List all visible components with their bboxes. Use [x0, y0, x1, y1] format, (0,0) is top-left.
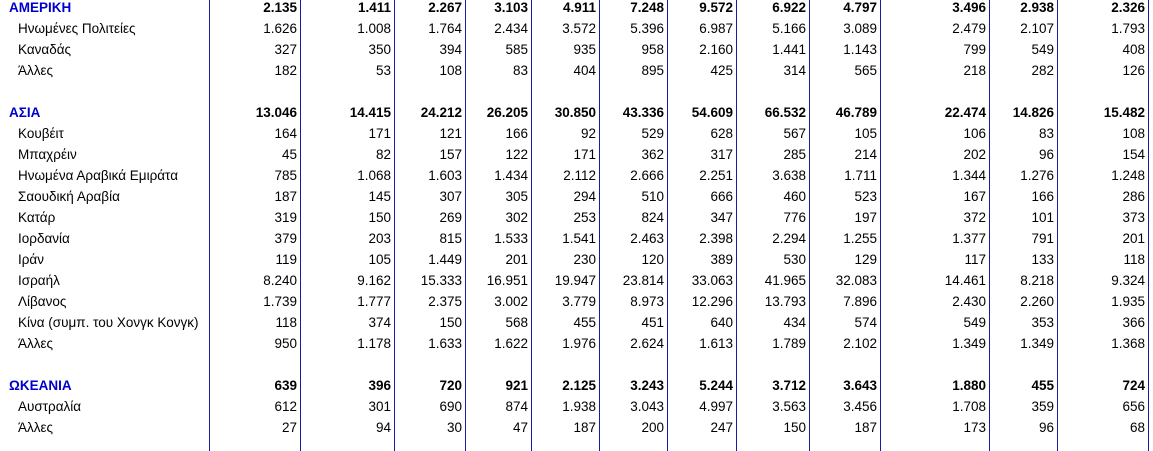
value-cell: 187: [274, 189, 297, 204]
value-cell: 105: [854, 126, 877, 141]
value-cell: 510: [641, 189, 664, 204]
value-cell: 1.603: [428, 168, 462, 183]
region-total-row: [0, 102, 1153, 123]
value-cell: 171: [573, 147, 596, 162]
country-label: Άλλες: [18, 336, 54, 351]
country-label: Ιορδανία: [18, 231, 70, 246]
country-label: Λίβανος: [18, 294, 67, 309]
value-cell: 203: [368, 231, 391, 246]
value-cell: 301: [368, 399, 391, 414]
region-total-cell: 2.326: [1111, 0, 1145, 15]
value-cell: 8.240: [263, 273, 297, 288]
value-cell: 133: [1031, 252, 1054, 267]
value-cell: 2.251: [699, 168, 733, 183]
region-total-cell: 26.205: [486, 105, 528, 120]
value-cell: 92: [580, 126, 596, 141]
value-cell: 3.638: [772, 168, 806, 183]
value-cell: 4.997: [699, 399, 733, 414]
value-cell: 118: [1123, 252, 1145, 267]
value-cell: 379: [274, 231, 297, 246]
value-cell: 408: [1122, 42, 1145, 57]
region-total-cell: 396: [368, 378, 391, 393]
value-cell: 1.533: [494, 231, 528, 246]
value-cell: 1.068: [357, 168, 391, 183]
value-cell: 1.764: [428, 21, 462, 36]
value-cell: 96: [1038, 420, 1054, 435]
value-cell: 14.461: [944, 273, 986, 288]
value-cell: 327: [274, 42, 297, 57]
value-cell: 2.112: [563, 168, 596, 183]
value-cell: 350: [368, 42, 391, 57]
table-row: [0, 249, 1153, 270]
value-cell: 27: [281, 420, 297, 435]
value-cell: 187: [573, 420, 596, 435]
value-cell: 567: [783, 126, 806, 141]
value-cell: 197: [854, 210, 877, 225]
value-cell: 166: [505, 126, 528, 141]
value-cell: 347: [710, 210, 733, 225]
value-cell: 1.368: [1111, 336, 1145, 351]
value-cell: 1.143: [843, 42, 877, 57]
value-cell: 791: [1031, 231, 1054, 246]
value-cell: 9.324: [1111, 273, 1145, 288]
value-cell: 950: [274, 336, 297, 351]
value-cell: 2.160: [699, 42, 733, 57]
value-cell: 247: [710, 420, 733, 435]
value-cell: 129: [854, 252, 877, 267]
value-cell: 108: [1122, 126, 1145, 141]
region-total-cell: 66.532: [764, 105, 806, 120]
table-row: [0, 228, 1153, 249]
region-total-cell: 5.244: [699, 378, 733, 393]
value-cell: 2.260: [1020, 294, 1054, 309]
table-row: [0, 165, 1153, 186]
value-cell: 1.349: [952, 336, 986, 351]
value-cell: 286: [1122, 189, 1145, 204]
value-cell: 47: [512, 420, 528, 435]
value-cell: 119: [275, 252, 297, 267]
value-cell: 154: [1122, 147, 1145, 162]
table-row: [0, 18, 1153, 39]
value-cell: 282: [1031, 63, 1054, 78]
value-cell: 1.976: [562, 336, 596, 351]
value-cell: 2.479: [952, 21, 986, 36]
value-cell: 150: [783, 420, 806, 435]
value-cell: 214: [854, 147, 877, 162]
region-total-cell: 9.572: [699, 0, 733, 15]
value-cell: 294: [573, 189, 596, 204]
value-cell: 374: [368, 315, 391, 330]
table-row: [0, 207, 1153, 228]
value-cell: 958: [641, 42, 664, 57]
value-cell: 7.896: [843, 294, 877, 309]
value-cell: 451: [641, 315, 664, 330]
value-cell: 362: [641, 147, 664, 162]
country-label: Σαουδική Αραβία: [18, 189, 120, 204]
value-cell: 83: [1038, 126, 1054, 141]
region-total-cell: 13.046: [255, 105, 297, 120]
value-cell: 302: [505, 210, 528, 225]
value-cell: 1.178: [357, 336, 391, 351]
region-total-cell: 724: [1122, 378, 1145, 393]
value-cell: 1.793: [1111, 21, 1145, 36]
value-cell: 359: [1031, 399, 1054, 414]
value-cell: 1.377: [952, 231, 986, 246]
value-cell: 1.434: [494, 168, 528, 183]
region-total-cell: 14.826: [1012, 105, 1054, 120]
value-cell: 202: [963, 147, 986, 162]
value-cell: 230: [573, 252, 596, 267]
value-cell: 45: [281, 147, 297, 162]
value-cell: 41.965: [764, 273, 806, 288]
value-cell: 94: [375, 420, 391, 435]
value-cell: 1.541: [562, 231, 596, 246]
value-cell: 117: [964, 252, 986, 267]
value-cell: 2.463: [630, 231, 664, 246]
country-label: Κουβέιτ: [18, 126, 64, 141]
value-cell: 126: [1122, 63, 1145, 78]
value-cell: 874: [505, 399, 528, 414]
region-total-row: [0, 375, 1153, 396]
region-total-cell: 2.938: [1020, 0, 1054, 15]
value-cell: 19.947: [554, 273, 596, 288]
value-cell: 434: [783, 315, 806, 330]
value-cell: 1.613: [699, 336, 733, 351]
value-cell: 640: [710, 315, 733, 330]
value-cell: 799: [963, 42, 986, 57]
value-cell: 425: [710, 63, 733, 78]
value-cell: 3.563: [772, 399, 806, 414]
value-cell: 68: [1129, 420, 1145, 435]
value-cell: 574: [854, 315, 877, 330]
value-cell: 2.666: [630, 168, 664, 183]
value-cell: 30: [446, 420, 462, 435]
region-total-cell: 14.415: [349, 105, 391, 120]
value-cell: 314: [783, 63, 806, 78]
region-total-cell: 4.797: [843, 0, 877, 15]
region-total-cell: 15.482: [1103, 105, 1145, 120]
value-cell: 530: [783, 252, 806, 267]
region-total-cell: 3.243: [630, 378, 664, 393]
country-label: Άλλες: [18, 420, 54, 435]
value-cell: 460: [783, 189, 806, 204]
value-cell: 171: [368, 126, 391, 141]
value-cell: 317: [710, 147, 733, 162]
value-cell: 166: [1031, 189, 1054, 204]
value-cell: 1.777: [357, 294, 391, 309]
table-row: [0, 396, 1153, 417]
value-cell: 1.739: [263, 294, 297, 309]
value-cell: 8.218: [1020, 273, 1054, 288]
region-total-cell: 46.789: [835, 105, 877, 120]
country-label: Αυστραλία: [18, 399, 82, 414]
value-cell: 2.107: [1020, 21, 1054, 36]
value-cell: 269: [439, 210, 462, 225]
value-cell: 1.935: [1111, 294, 1145, 309]
value-cell: 187: [854, 420, 877, 435]
value-cell: 285: [783, 147, 806, 162]
value-cell: 549: [1031, 42, 1054, 57]
value-cell: 307: [439, 189, 462, 204]
country-label: Ηνωμένες Πολιτείες: [18, 21, 136, 36]
value-cell: 2.398: [699, 231, 733, 246]
country-label: Μπαχρέιν: [18, 147, 77, 162]
value-cell: 82: [375, 147, 391, 162]
value-cell: 6.987: [699, 21, 733, 36]
table-row: [0, 186, 1153, 207]
value-cell: 1.626: [263, 21, 297, 36]
region-total-cell: 6.922: [772, 0, 806, 15]
value-cell: 549: [963, 315, 986, 330]
region-total-cell: 1.880: [952, 378, 986, 393]
value-cell: 3.572: [562, 21, 596, 36]
region-total-cell: 1.411: [357, 0, 391, 15]
value-cell: 3.002: [494, 294, 528, 309]
region-total-cell: 22.474: [944, 105, 986, 120]
value-cell: 15.333: [420, 273, 462, 288]
value-cell: 2.102: [843, 336, 877, 351]
value-cell: 13.793: [764, 294, 806, 309]
value-cell: 666: [710, 189, 733, 204]
value-cell: 389: [710, 252, 733, 267]
value-cell: 23.814: [622, 273, 664, 288]
value-cell: 121: [439, 126, 462, 141]
region-label: ΩΚΕΑΝΙΑ: [9, 378, 72, 393]
country-label: Ισραήλ: [18, 273, 60, 288]
table-row: [0, 39, 1153, 60]
value-cell: 201: [1122, 231, 1145, 246]
table-row: [0, 123, 1153, 144]
value-cell: 529: [641, 126, 664, 141]
value-cell: 2.434: [494, 21, 528, 36]
value-cell: 32.083: [835, 273, 877, 288]
region-total-row: [0, 0, 1153, 18]
value-cell: 1.248: [1111, 168, 1145, 183]
region-total-cell: 2.267: [428, 0, 462, 15]
value-cell: 253: [573, 210, 596, 225]
value-cell: 157: [439, 147, 462, 162]
country-label: Άλλες: [18, 63, 54, 78]
table-row: [0, 312, 1153, 333]
value-cell: 935: [573, 42, 596, 57]
region-total-cell: 7.248: [630, 0, 664, 15]
value-cell: 1.789: [772, 336, 806, 351]
region-total-cell: 639: [274, 378, 297, 393]
value-cell: 96: [1038, 147, 1054, 162]
value-cell: 628: [710, 126, 733, 141]
region-total-cell: 54.609: [691, 105, 733, 120]
region-total-cell: 30.850: [554, 105, 596, 120]
table-row: [0, 60, 1153, 81]
value-cell: 182: [274, 63, 297, 78]
value-cell: 565: [854, 63, 877, 78]
value-cell: 1.276: [1020, 168, 1054, 183]
value-cell: 690: [439, 399, 462, 414]
value-cell: 824: [641, 210, 664, 225]
value-cell: 150: [439, 315, 462, 330]
value-cell: 776: [783, 210, 806, 225]
table-row: [0, 333, 1153, 354]
value-cell: 5.396: [630, 21, 664, 36]
value-cell: 83: [512, 63, 528, 78]
value-cell: 2.430: [952, 294, 986, 309]
region-total-cell: 2.135: [263, 0, 297, 15]
value-cell: 9.162: [357, 273, 391, 288]
value-cell: 2.375: [428, 294, 462, 309]
value-cell: 53: [375, 63, 391, 78]
value-cell: 1.008: [357, 21, 391, 36]
country-label: Ιράν: [18, 252, 44, 267]
value-cell: 16.951: [486, 273, 528, 288]
value-cell: 455: [573, 315, 596, 330]
value-cell: 164: [274, 126, 297, 141]
value-cell: 120: [641, 252, 664, 267]
table-row: [0, 144, 1153, 165]
value-cell: 2.624: [630, 336, 664, 351]
value-cell: 3.043: [630, 399, 664, 414]
value-cell: 1.622: [494, 336, 528, 351]
value-cell: 167: [963, 189, 986, 204]
country-label: Κίνα (συμπ. του Χονγκ Κονγκ): [18, 315, 199, 330]
country-label: Κατάρ: [18, 210, 56, 225]
region-total-cell: 3.103: [494, 0, 528, 15]
country-label: Ηνωμένα Αραβικά Εμιράτα: [18, 168, 179, 183]
value-cell: 373: [1122, 210, 1145, 225]
region-total-cell: 3.496: [952, 0, 986, 15]
country-label: Καναδάς: [18, 42, 72, 57]
value-cell: 815: [439, 231, 462, 246]
table-row: [0, 291, 1153, 312]
value-cell: 1.344: [952, 168, 986, 183]
value-cell: 173: [963, 420, 986, 435]
value-cell: 12.296: [691, 294, 733, 309]
region-total-cell: 2.125: [562, 378, 596, 393]
region-total-cell: 4.911: [562, 0, 596, 15]
region-label: ΑΜΕΡΙΚΗ: [9, 0, 72, 15]
value-cell: 145: [368, 189, 391, 204]
value-cell: 105: [368, 252, 391, 267]
table-row: [0, 417, 1153, 438]
value-cell: 1.708: [952, 399, 986, 414]
value-cell: 1.255: [843, 231, 877, 246]
value-cell: 2.294: [772, 231, 806, 246]
value-cell: 568: [505, 315, 528, 330]
value-cell: 5.166: [772, 21, 806, 36]
value-cell: 523: [854, 189, 877, 204]
value-cell: 1.711: [844, 168, 877, 183]
region-total-cell: 3.712: [772, 378, 806, 393]
table-row: [0, 270, 1153, 291]
value-cell: 366: [1122, 315, 1145, 330]
region-total-cell: 455: [1031, 378, 1054, 393]
region-total-cell: 24.212: [420, 105, 462, 120]
value-cell: 150: [368, 210, 391, 225]
value-cell: 394: [439, 42, 462, 57]
value-cell: 353: [1031, 315, 1054, 330]
value-cell: 200: [641, 420, 664, 435]
value-cell: 8.973: [630, 294, 664, 309]
value-cell: 3.779: [562, 294, 596, 309]
region-total-cell: 720: [439, 378, 462, 393]
value-cell: 585: [505, 42, 528, 57]
value-cell: 3.456: [843, 399, 877, 414]
value-cell: 33.063: [691, 273, 733, 288]
region-label: ΑΣΙΑ: [9, 105, 41, 120]
value-cell: 1.449: [428, 252, 462, 267]
value-cell: 201: [505, 252, 528, 267]
region-total-cell: 921: [505, 378, 528, 393]
value-cell: 101: [1031, 210, 1054, 225]
value-cell: 3.089: [843, 21, 877, 36]
value-cell: 118: [275, 315, 297, 330]
value-cell: 372: [963, 210, 986, 225]
value-cell: 895: [641, 63, 664, 78]
value-cell: 218: [963, 63, 986, 78]
region-total-cell: 43.336: [622, 105, 664, 120]
value-cell: 1.441: [772, 42, 806, 57]
value-cell: 612: [274, 399, 297, 414]
value-cell: 106: [963, 126, 986, 141]
value-cell: 122: [505, 147, 528, 162]
value-cell: 785: [274, 168, 297, 183]
region-total-cell: 3.643: [843, 378, 877, 393]
value-cell: 656: [1122, 399, 1145, 414]
value-cell: 1.349: [1020, 336, 1054, 351]
value-cell: 1.938: [562, 399, 596, 414]
value-cell: 319: [274, 210, 297, 225]
value-cell: 108: [439, 63, 462, 78]
value-cell: 1.633: [428, 336, 462, 351]
value-cell: 305: [505, 189, 528, 204]
value-cell: 404: [573, 63, 596, 78]
